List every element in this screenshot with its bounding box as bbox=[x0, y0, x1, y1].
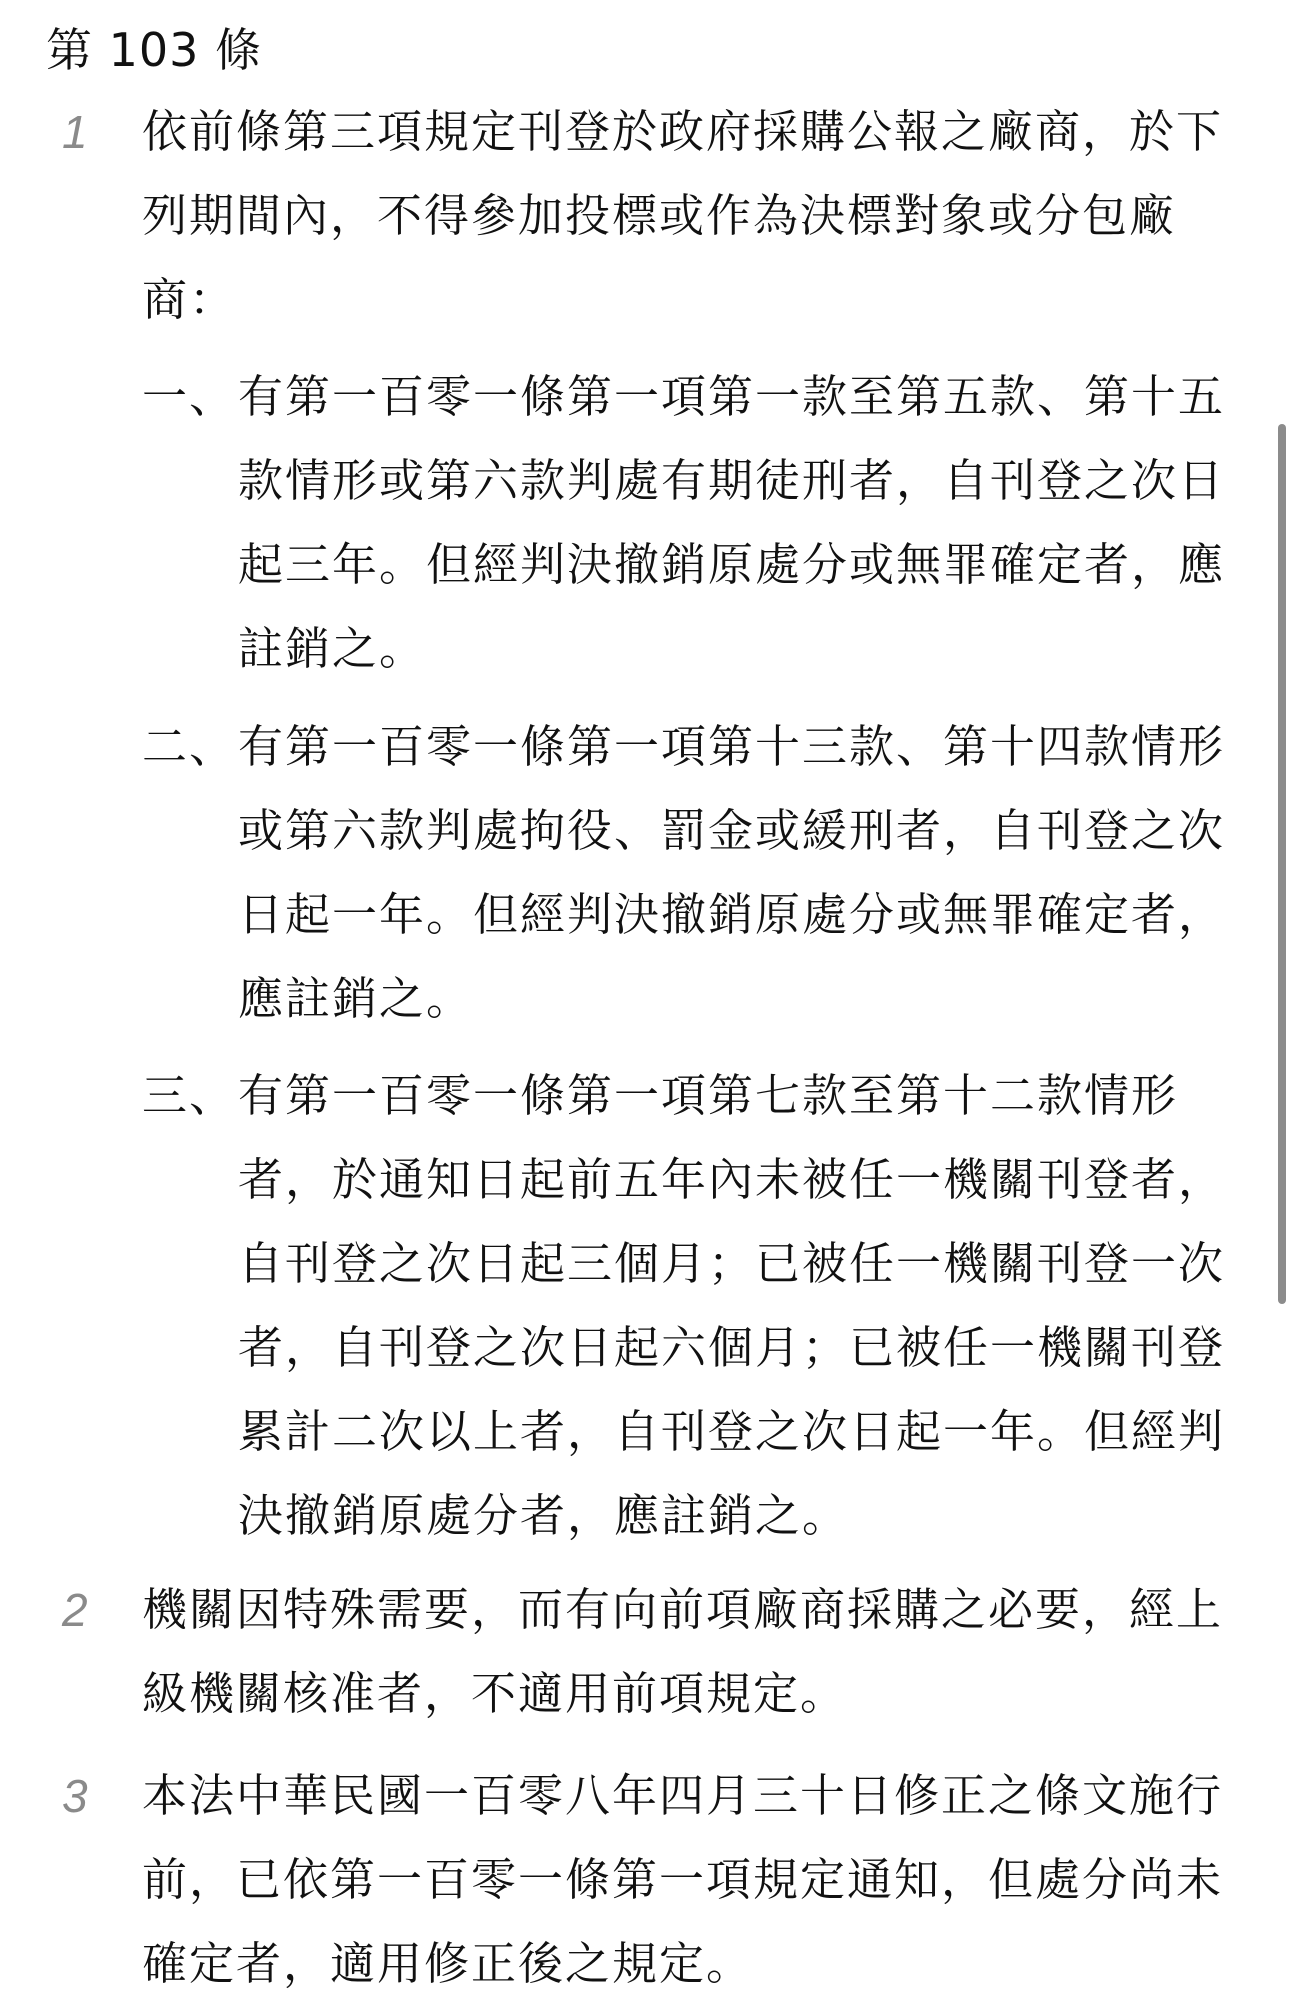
item-line: 者，自刊登之次日起六個月；已被任一機關刊登 bbox=[238, 1321, 1226, 1374]
article-title: 第 103 條 bbox=[46, 23, 263, 77]
paragraph-line: 機關因特殊需要，而有向前項廠商採購之必要，經上 bbox=[142, 1583, 1224, 1636]
paragraph-line: 級機關核准者，不適用前項規定。 bbox=[142, 1667, 848, 1720]
item-label: 一、 bbox=[142, 370, 237, 423]
item-line: 起三年。但經判決撤銷原處分或無罪確定者，應 bbox=[238, 538, 1226, 591]
vertical-scrollbar[interactable] bbox=[1278, 424, 1286, 1304]
item-line: 日起一年。但經判決撤銷原處分或無罪確定者， bbox=[238, 888, 1226, 941]
paragraph-line: 列期間內，不得參加投標或作為決標對象或分包廠 bbox=[142, 189, 1177, 242]
item-text bbox=[238, 355, 1225, 691]
paragraph-text bbox=[142, 1754, 1262, 2006]
paragraph-line: 確定者，適用修正後之規定。 bbox=[142, 1937, 754, 1990]
item-text bbox=[238, 1054, 1225, 1558]
paragraph-line: 商： bbox=[142, 273, 237, 326]
item-line: 累計二次以上者，自刊登之次日起一年。但經判 bbox=[238, 1405, 1226, 1458]
paragraph-number: 2 bbox=[62, 1584, 88, 1636]
paragraph-text bbox=[142, 1568, 1262, 1736]
item-line: 者，於通知日起前五年內未被任一機關刊登者， bbox=[238, 1153, 1226, 1206]
item-label: 三、 bbox=[142, 1069, 237, 1122]
paragraph-number: 1 bbox=[62, 106, 88, 158]
paragraph-line: 前，已依第一百零一條第一項規定通知，但處分尚未 bbox=[142, 1853, 1224, 1906]
paragraph-text bbox=[142, 90, 1262, 342]
paragraph-number: 3 bbox=[62, 1770, 88, 1822]
item-line: 應註銷之。 bbox=[238, 972, 474, 1025]
paragraph-line: 依前條第三項規定刊登於政府採購公報之廠商，於下 bbox=[142, 105, 1224, 158]
item-line: 款情形或第六款判處有期徒刑者，自刊登之次日 bbox=[238, 454, 1226, 507]
paragraph-line: 本法中華民國一百零八年四月三十日修正之條文施行 bbox=[142, 1769, 1224, 1822]
item-line: 自刊登之次日起三個月；已被任一機關刊登一次 bbox=[238, 1237, 1226, 1290]
item-text bbox=[238, 705, 1225, 1041]
item-line: 有第一百零一條第一項第十三款、第十四款情形 bbox=[238, 720, 1226, 773]
item-line: 有第一百零一條第一項第七款至第十二款情形 bbox=[238, 1069, 1179, 1122]
item-line: 有第一百零一條第一項第一款至第五款、第十五 bbox=[238, 370, 1226, 423]
item-label: 二、 bbox=[142, 720, 237, 773]
item-line: 或第六款判處拘役、罰金或緩刑者，自刊登之次 bbox=[238, 804, 1226, 857]
item-line: 決撤銷原處分者，應註銷之。 bbox=[238, 1489, 850, 1542]
item-line: 註銷之。 bbox=[238, 622, 427, 675]
